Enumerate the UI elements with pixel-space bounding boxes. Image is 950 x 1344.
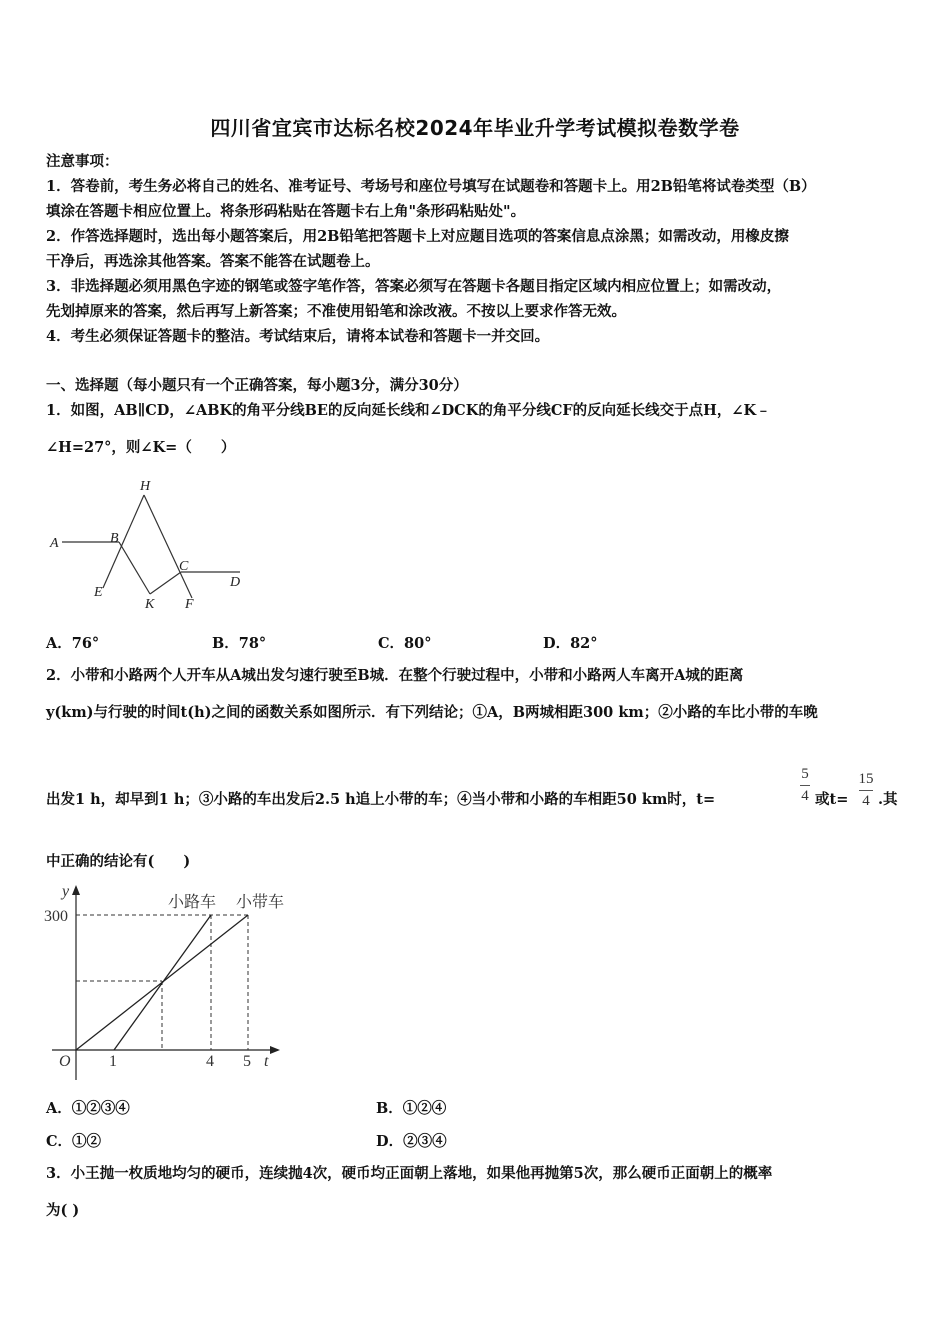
legend-xiaodai: 小带车 [236, 892, 285, 911]
q1-text: ∠H=27°，则∠K=（ ） [46, 439, 236, 456]
section-heading: 一、选择题（每小题只有一个正确答案，每小题3分，满分30分） [46, 377, 468, 394]
x-tick-1: 1 [109, 1053, 117, 1070]
label-a: A [50, 536, 59, 551]
y-axis-label: y [62, 883, 70, 900]
label-h: H [140, 479, 151, 494]
q2-or-text: 或t= [815, 791, 849, 808]
q2-distance-time-chart [40, 880, 300, 1080]
q2-option-d[interactable]: D．②③④ [376, 1133, 447, 1150]
notice-heading: 注意事项： [46, 153, 119, 170]
q2-text: y(km)与行驶的时间t(h)之间的函数关系如图所示．有下列结论；①A，B两城相距300 km；②小路的车比小带的车晚 [46, 704, 818, 721]
notice-line: 2．作答选择题时，选出每小题答案后，用2B铅笔把答题卡上对应题目选项的答案信息点涂黑；如需改动，用橡皮擦 [46, 228, 789, 245]
q2-text-line3 [46, 790, 715, 810]
q1-option-c[interactable]: C．80° [378, 635, 432, 652]
notice-line: 4．考生必须保证答题卡的整洁。考试结束后，请将本试卷和答题卡一并交回。 [46, 328, 550, 345]
q2-option-a[interactable]: A．①②③④ [46, 1100, 130, 1117]
label-k: K [145, 597, 155, 612]
notice-line: 1．答卷前，考生务必将自己的姓名、准考证号、考场号和座位号填写在试题卷和答题卡上。用2B铅笔将试卷类型（B） [46, 178, 816, 195]
q2-text: 中正确的结论有( ) [46, 853, 191, 870]
label-d: D [230, 575, 241, 590]
q2-option-c[interactable]: C．①② [46, 1133, 102, 1150]
q1-option-d[interactable]: D．82° [543, 635, 598, 652]
fraction-15-4: 15 4 [858, 771, 874, 809]
q2-end-text: .其 [878, 791, 898, 808]
notice-line: 干净后，再选涂其他答案。答案不能答在试题卷上。 [46, 253, 380, 270]
notice-line: 填涂在答题卡相应位置上。将条形码粘贴在答题卡右上角"条形码粘贴处"。 [46, 203, 526, 220]
q2-option-b[interactable]: B．①②④ [376, 1100, 447, 1117]
x-axis-label: t [264, 1053, 269, 1070]
origin-label: O [59, 1053, 71, 1070]
x-tick-4: 4 [206, 1053, 214, 1070]
legend-xiaolu: 小路车 [168, 892, 217, 911]
notice-line: 3．非选择题必须用黑色字迹的钢笔或签字笔作答，答案必须写在答题卡各题目指定区域内相应位置上；如需改动， [46, 278, 782, 295]
q1-option-a[interactable]: A．76° [46, 635, 100, 652]
page-title: 四川省宜宾市达标名校2024年毕业升学考试模拟卷数学卷 [210, 116, 740, 140]
x-tick-5: 5 [243, 1053, 251, 1070]
label-e: E [94, 585, 103, 600]
q3-text: 为( ) [46, 1202, 80, 1219]
q2-text: 出发1 h，却早到1 h；③小路的车出发后2.5 h追上小带的车；④当小带和小路的车相距50 km时，t= [46, 791, 716, 808]
label-b: B [110, 531, 119, 546]
q3-text: 3．小王抛一枚质地均匀的硬币，连续抛4次，硬币均正面朝上落地，如果他再抛第5次，那么硬币正面朝上的概率 [46, 1165, 773, 1182]
label-c: C [179, 559, 189, 574]
notice-line: 先划掉原来的答案，然后再写上新答案；不准使用铅笔和涂改液。不按以上要求作答无效。 [46, 303, 626, 320]
label-f: F [185, 597, 194, 612]
q2-text: 2．小带和小路两个人开车从A城出发匀速行驶至B城．在整个行驶过程中，小带和小路两人车离开A城的距离 [46, 667, 744, 684]
q1-option-b[interactable]: B．78° [212, 635, 267, 652]
fraction-5-4: 5 4 [801, 766, 809, 804]
q1-text: 1．如图，AB∥CD，∠ABK的角平分线BE的反向延长线和∠DCK的角平分线CF的反向延长线交于点H，∠K﹣ [46, 402, 771, 419]
y-tick-300: 300 [44, 908, 68, 925]
q1-geometry-figure [40, 470, 260, 620]
